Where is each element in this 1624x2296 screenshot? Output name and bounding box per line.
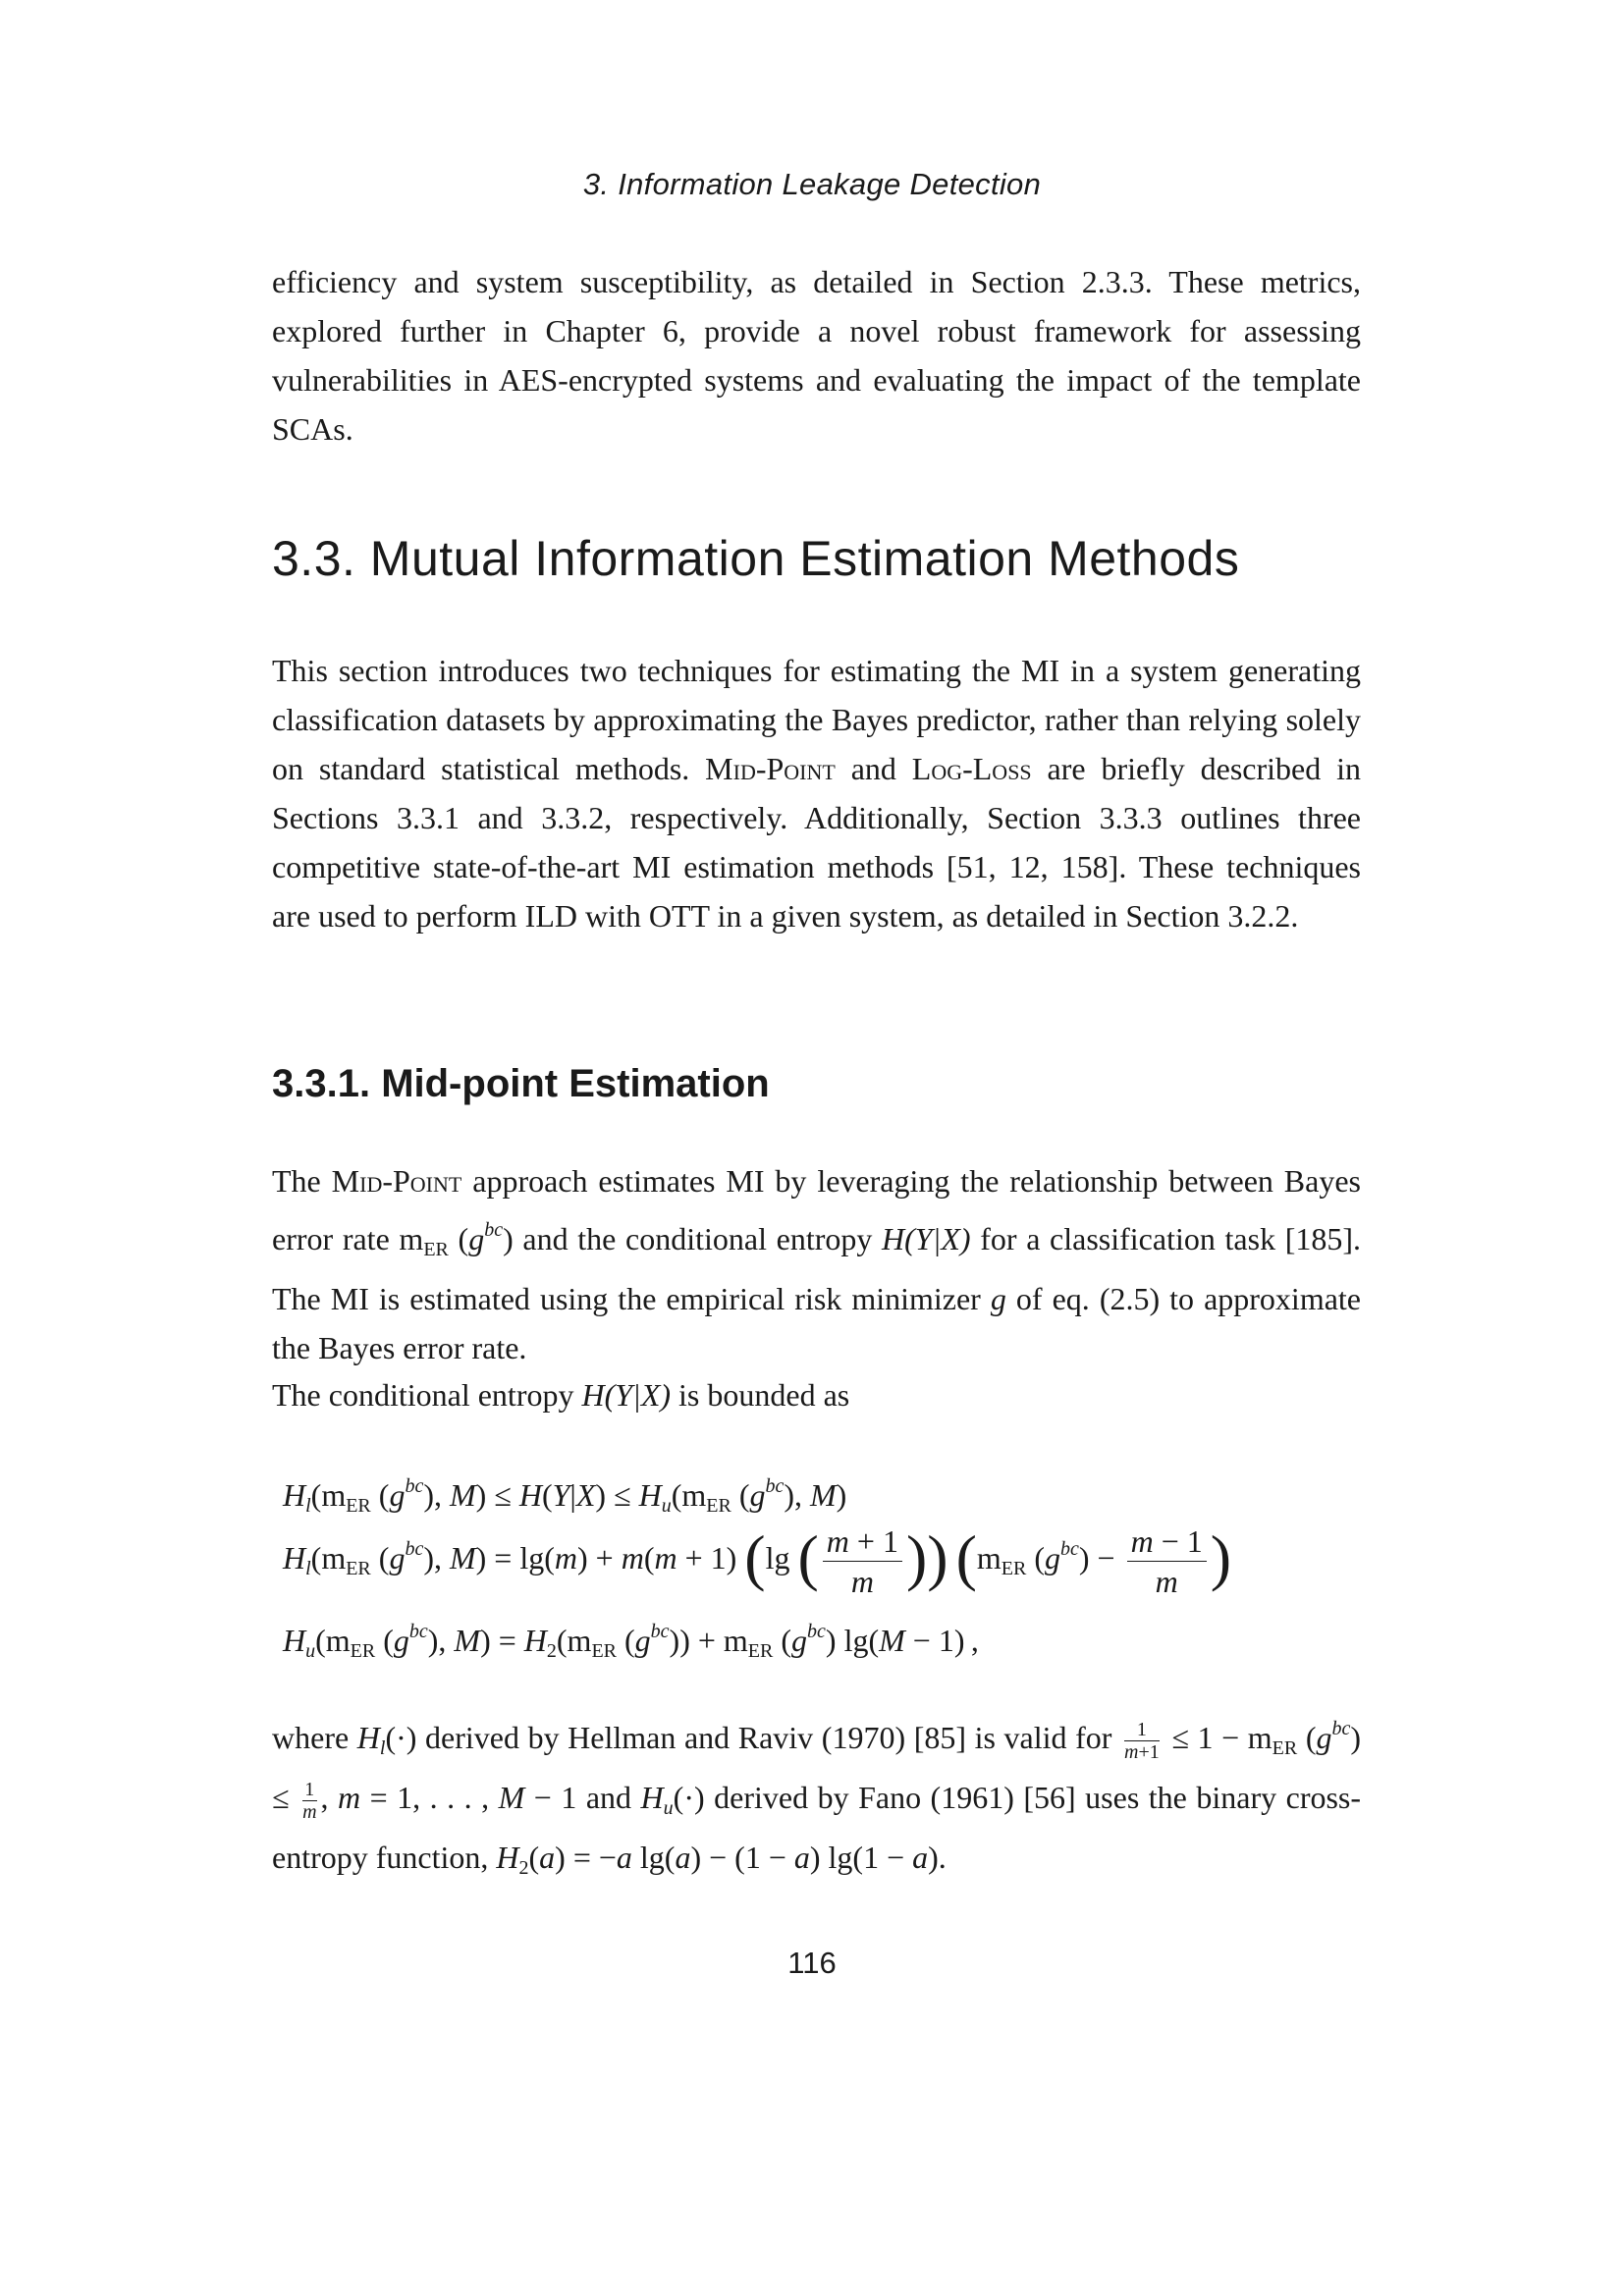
subsection-heading: 3.3.1. Mid-point Estimation	[272, 1062, 770, 1105]
section-heading: 3.3. Mutual Information Estimation Methods	[272, 531, 1240, 586]
sub1-text-2: approach estimates MI by leveraging the relationship between Bayes error rate m	[272, 1163, 1362, 1256]
subsection-paragraph-2	[272, 1370, 1361, 1419]
hyx-symbol-2: H(Y|X)	[581, 1377, 672, 1413]
sub3-text-1: where	[272, 1720, 357, 1755]
er-subscript: ER	[423, 1239, 449, 1260]
subsection-paragraph-1: The Mid-Point approach estimates MI by leveraging the relationship between Bayes error rate $m_{ER}$ $(g^{bc})$ and the conditional entropy H(Y|X) for a classification task [185]. The MI is estimated using the empirical risk minimizer g of eq. (2.5) to approximate the Bayes error rate.	[272, 1163, 1362, 1365]
sub2-text-1: The conditional entropy	[272, 1377, 582, 1413]
method-name-logloss: Log-Loss	[911, 751, 1032, 786]
method-name-midpoint-2: Mid-Point	[331, 1163, 462, 1199]
bc-superscript: bc	[484, 1219, 504, 1241]
section-text-2: and	[835, 751, 912, 786]
section-paragraph	[272, 646, 1361, 940]
sub1-text-1: The	[272, 1163, 332, 1199]
equation-upper-bound: $H_u(m_{ER}$ $(g^{bc})$, $M) = H_2(m_{ER}$ $(g^{bc})) + m_{ER}$ $(g^{bc}) \lg(M - 1)$ ,	[283, 1621, 979, 1662]
equation-bounds: $H_l(m_{ER}$ $(g^{bc})$, $M) \le H(Y|X) \le H_u(m_{ER}$ $(g^{bc})$, M)	[283, 1475, 847, 1517]
section-text-3: are briefly described in Sections 3.3.1 and 3.3.2, respectively. Additionally, Section 3.3.3 outlines three competitive state-of-the-art MI estimation methods [51, 12, 158]. These techniques are used to perform ILD with OTT in a given system, as detailed in Section 3.2.2.	[272, 751, 1361, 934]
sub3-text-3: and	[576, 1780, 641, 1815]
sub3-text-4: derived by Fano (1961) [56] uses the binary cross-entropy function,	[272, 1780, 1362, 1875]
equation-lower-bound: $H_l(m_{ER}$ $(g^{bc})$, M) = lg(m) + m(m + 1) (lg ( $\frac{m + 1}{m}$ )) ($m_{ER}$ $(g^{bc})$ − $\frac{m - 1}{m}$ )	[283, 1522, 1232, 1599]
sub3-text-2: derived by Hellman and Raviv (1970) [85] is valid for	[416, 1720, 1121, 1755]
sub1-text-4: for a classification task [185]. The MI is estimated using the empirical risk minimizer	[272, 1221, 1362, 1316]
section-text-1: This section introduces two techniques for estimating the MI in a system generating classification datasets by approximating the Bayes predictor, rather than relying solely on standard statistical methods.	[272, 653, 1361, 786]
running-header: 3. Information Leakage Detection	[582, 167, 1042, 201]
intro-paragraph: efficiency and system susceptibility, as detailed in Section 2.3.3. These metrics, explored further in Chapter 6, provide a novel robust framework for assessing vulnerabilities in AES-encrypted systems and evaluating the impact of the template SCAs.	[272, 264, 1361, 447]
subsection-paragraph-3: where $H_l(\cdot)$ derived by Hellman and Raviv (1970) [85] is valid for $\frac{1}{m+1}$ ≤ $1 - m_{ER}$ $(g^{bc})$ ≤ $\frac{1}{m}$ , m = 1, . . . , M − 1 and $H_u(\cdot)$ derived by Fano (1961) [56] uses the binary cross-entropy function, $H_2(a) = -a$ lg(a) − (1 − a) lg(1 − a).	[272, 1718, 1362, 1879]
g-symbol: g	[468, 1221, 485, 1256]
page-number: 116	[787, 1946, 837, 1980]
g-minimizer-symbol: g	[990, 1281, 1006, 1316]
method-name-midpoint: Mid-Point	[705, 751, 836, 786]
sub2-text-2: is bounded as	[671, 1377, 850, 1413]
sub1-text-5: of eq. (2.5) to approximate the Bayes error rate.	[272, 1281, 1362, 1365]
sub1-text-3: and the conditional entropy	[513, 1221, 883, 1256]
hyx-symbol: H(Y|X)	[882, 1221, 971, 1256]
